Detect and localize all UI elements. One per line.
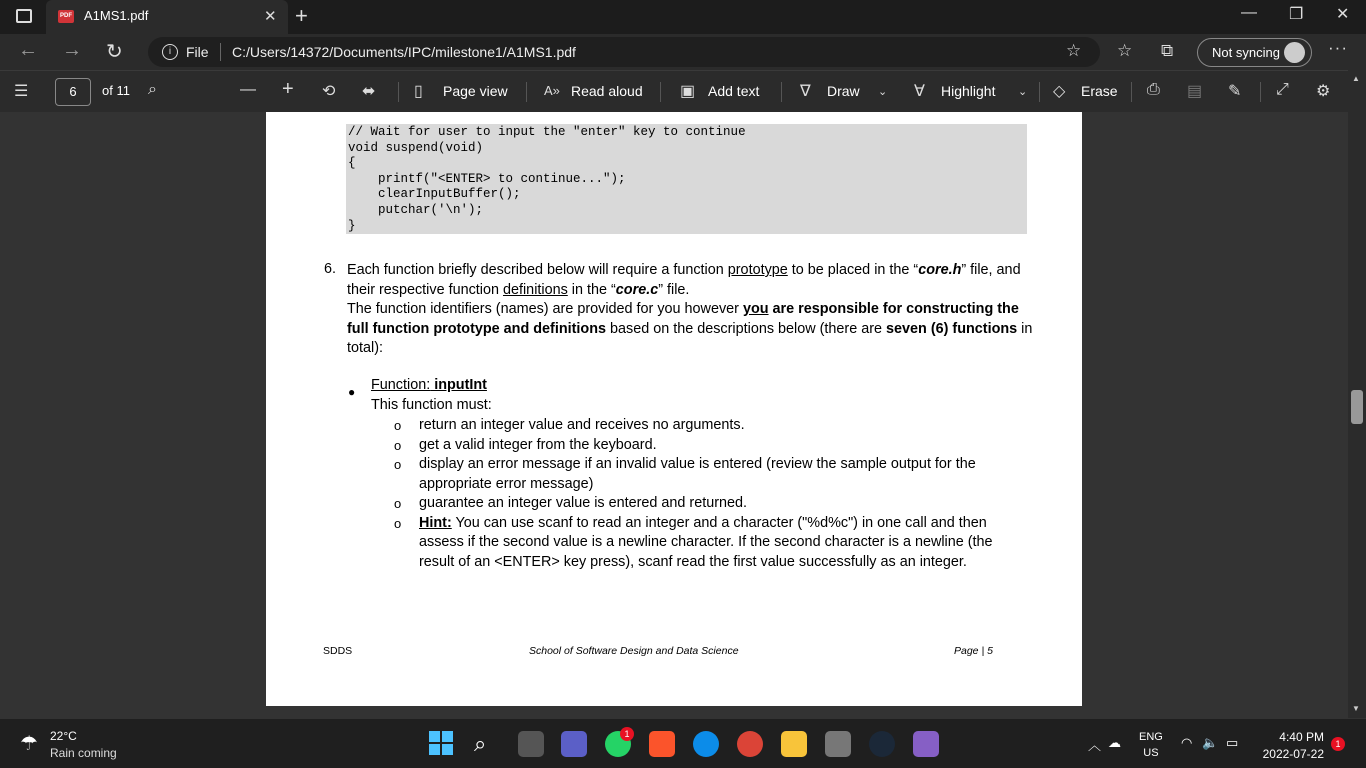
circle-bullet-icon: o [394, 515, 402, 531]
search-icon[interactable]: ⌕ [148, 81, 157, 98]
visual-studio-icon[interactable] [913, 731, 939, 757]
avatar [1284, 42, 1305, 63]
close-window-button[interactable]: ✕ [1336, 6, 1350, 23]
text: to be placed in the “ [787, 262, 919, 278]
address-bar [0, 34, 1366, 70]
highlight-button[interactable]: Highlight [941, 83, 996, 99]
onedrive-cloud-icon[interactable]: ☁ [1108, 735, 1121, 750]
tab-bar [0, 0, 1366, 34]
text: Each function briefly described below will require a function [347, 262, 728, 278]
code-block: // Wait for user to input the "enter" key to continue void suspend(void) { printf("<ENTER> to continue..."); clearInputBuffer(); putchar('\n'); } [346, 124, 1027, 234]
page-view-icon: ▯ [414, 83, 423, 100]
text: definitions [502, 281, 568, 298]
list-item [394, 416, 1014, 436]
profile-button[interactable] [1197, 38, 1312, 67]
erase-icon: ◇ [1053, 83, 1066, 100]
circle-bullet-icon: o [394, 437, 402, 453]
refresh-icon[interactable]: ↻ [106, 41, 123, 63]
teams-chat-icon[interactable] [561, 731, 587, 757]
page-view-button[interactable]: Page view [443, 83, 508, 99]
page-total: of 11 [102, 83, 130, 98]
text: you [742, 301, 769, 317]
scroll-up-icon[interactable]: ▲ [1352, 74, 1360, 83]
tab-a1ms1[interactable] [46, 0, 288, 34]
rotate-icon[interactable]: ⟲ [322, 83, 336, 100]
paragraph-2 [347, 300, 1037, 359]
minimize-button[interactable]: — [1241, 4, 1257, 21]
draw-dropdown-icon[interactable]: ⌄ [878, 86, 888, 98]
text: core.c [615, 281, 659, 298]
pdf-viewport[interactable] [0, 112, 1348, 718]
erase-button[interactable]: Erase [1081, 83, 1118, 99]
temperature[interactable]: 22°C [50, 729, 77, 743]
divider [1039, 82, 1040, 102]
text: return an integer value and receives no arguments. [419, 417, 745, 433]
draw-button[interactable]: Draw [827, 83, 860, 99]
text: You can use scanf to read an integer and a character ("%d%c") in one call and then assess if the second value is a newline character. If the second character is a newline (the result of an <ENTER> key press), scanf read the first value successfully as an integer. [419, 514, 993, 570]
text: guarantee an integer value is entered and returned. [419, 495, 748, 511]
text: Hint: [419, 514, 452, 531]
store-icon[interactable] [825, 731, 851, 757]
zoom-out-icon[interactable]: — [240, 81, 256, 98]
divider [220, 43, 221, 61]
list-item [394, 436, 1014, 456]
weather-text[interactable]: Rain coming [50, 746, 117, 760]
text: based on the descriptions below (there are [606, 320, 887, 337]
highlight-icon: ∀ [914, 83, 925, 100]
back-icon[interactable]: ← [18, 39, 38, 61]
text: Function: [371, 377, 431, 393]
must-label: This function must: [371, 397, 492, 413]
fit-page-icon[interactable]: ⬌ [362, 83, 376, 100]
pdf-page [266, 112, 1082, 706]
paragraph-1 [347, 261, 1037, 300]
scroll-down-icon[interactable]: ▼ [1352, 704, 1360, 713]
add-text-icon: ▣ [680, 83, 696, 100]
clock[interactable] [1256, 729, 1324, 763]
text: in the “ [567, 281, 616, 298]
volume-icon[interactable]: 🔈 [1202, 735, 1219, 750]
pdf-toolbar [0, 70, 1366, 112]
list-item [394, 514, 1014, 573]
date: 2022-07-22 [1262, 747, 1324, 761]
favorites-icon[interactable]: ☆ [1117, 41, 1133, 60]
collections-icon[interactable]: ⧉ [1161, 41, 1174, 60]
read-aloud-icon: A» [544, 83, 560, 98]
brave-icon[interactable] [649, 731, 675, 757]
url-text[interactable]: C:/Users/14372/Documents/IPC/milestone1/A1MS1.pdf [232, 44, 576, 60]
add-favorite-icon[interactable]: ☆ [1066, 41, 1082, 60]
taskbar [0, 718, 1366, 768]
text: ” file, and their respective function [347, 262, 1021, 298]
save-icon[interactable]: ▤ [1187, 83, 1203, 100]
battery-icon[interactable]: ▭ [1226, 735, 1239, 750]
footer-right: Page | 5 [954, 645, 993, 657]
weather-umbrella-icon[interactable]: ☂ [20, 733, 38, 755]
wifi-icon[interactable]: ◠ [1181, 735, 1193, 750]
new-tab-button[interactable]: + [295, 3, 308, 28]
highlight-dropdown-icon[interactable]: ⌄ [1018, 86, 1028, 98]
footer-left: SDDS [323, 645, 353, 657]
item-number: 6. [324, 261, 337, 277]
lang-code: ENG [1139, 731, 1163, 743]
text: display an error message if an invalid value is entered (review the sample output for the appropriate error message) [419, 456, 976, 492]
notification-badge[interactable]: 1 [1331, 737, 1345, 751]
region-code: US [1143, 747, 1159, 759]
print-icon[interactable]: ⎙ [1147, 81, 1160, 98]
text: get a valid integer from the keyboard. [419, 436, 657, 453]
requirements-list [394, 416, 1014, 572]
show-hidden-icons-icon[interactable]: ︿ [1088, 738, 1102, 753]
contents-icon[interactable]: ☰ [14, 83, 29, 100]
text: core.h [918, 262, 962, 278]
steam-icon[interactable] [869, 731, 895, 757]
text: are responsible for constructing the full function prototype and definitions [347, 301, 1019, 337]
save-as-icon[interactable]: ✎ [1228, 83, 1242, 100]
tab-title: A1MS1.pdf [84, 8, 149, 23]
text: ” file. [658, 281, 690, 298]
divider [1260, 82, 1261, 102]
divider [660, 82, 661, 102]
page-number-input[interactable]: 6 [55, 78, 91, 106]
function-heading [371, 377, 487, 393]
circle-bullet-icon: o [394, 496, 402, 511]
restore-button[interactable]: ❐ [1289, 6, 1304, 23]
scheme-label: File [186, 44, 209, 60]
text: in total): [347, 320, 1033, 356]
divider [398, 82, 399, 102]
sync-label: Not syncing [1212, 45, 1280, 60]
text: inputInt [430, 377, 487, 393]
more-menu-icon[interactable]: ··· [1328, 38, 1348, 57]
tab-actions-icon[interactable] [16, 9, 32, 23]
divider [1131, 82, 1132, 102]
text: prototype [727, 262, 788, 278]
divider [781, 82, 782, 102]
file-explorer-icon[interactable] [781, 731, 807, 757]
zoom-in-icon[interactable]: + [282, 78, 294, 100]
read-aloud-button[interactable]: Read aloud [571, 83, 643, 99]
pdf-icon: PDF [58, 10, 74, 23]
chrome-icon[interactable] [737, 731, 763, 757]
search-icon[interactable]: ⌕ [474, 731, 487, 756]
footer-center: School of Software Design and Data Science [529, 645, 739, 657]
whatsapp-badge: 1 [620, 727, 634, 741]
task-view-icon[interactable] [518, 731, 544, 757]
divider [526, 82, 527, 102]
bullet-icon: ● [348, 385, 356, 399]
text: seven (6) functions [886, 320, 1018, 337]
windows-start-icon[interactable] [429, 731, 455, 757]
list-item [394, 494, 1014, 514]
add-text-button[interactable]: Add text [708, 83, 760, 99]
scrollbar-thumb[interactable] [1351, 390, 1363, 424]
close-tab-icon[interactable]: ✕ [264, 8, 277, 25]
info-icon[interactable]: i [162, 44, 178, 60]
time: 4:40 PM [1279, 730, 1324, 744]
circle-bullet-icon: o [394, 457, 402, 472]
full-screen-icon[interactable]: ⤢ [1276, 81, 1289, 98]
circle-bullet-icon: o [394, 418, 402, 433]
url-box[interactable] [148, 37, 1100, 67]
list-item [394, 455, 1014, 494]
draw-icon: ∇ [800, 83, 811, 100]
text: The function identifiers (names) are provided for you however [347, 301, 743, 317]
settings-icon[interactable]: ⚙ [1316, 83, 1331, 100]
forward-icon[interactable]: → [62, 39, 82, 61]
edge-icon[interactable] [693, 731, 719, 757]
language-indicator[interactable] [1139, 729, 1163, 761]
